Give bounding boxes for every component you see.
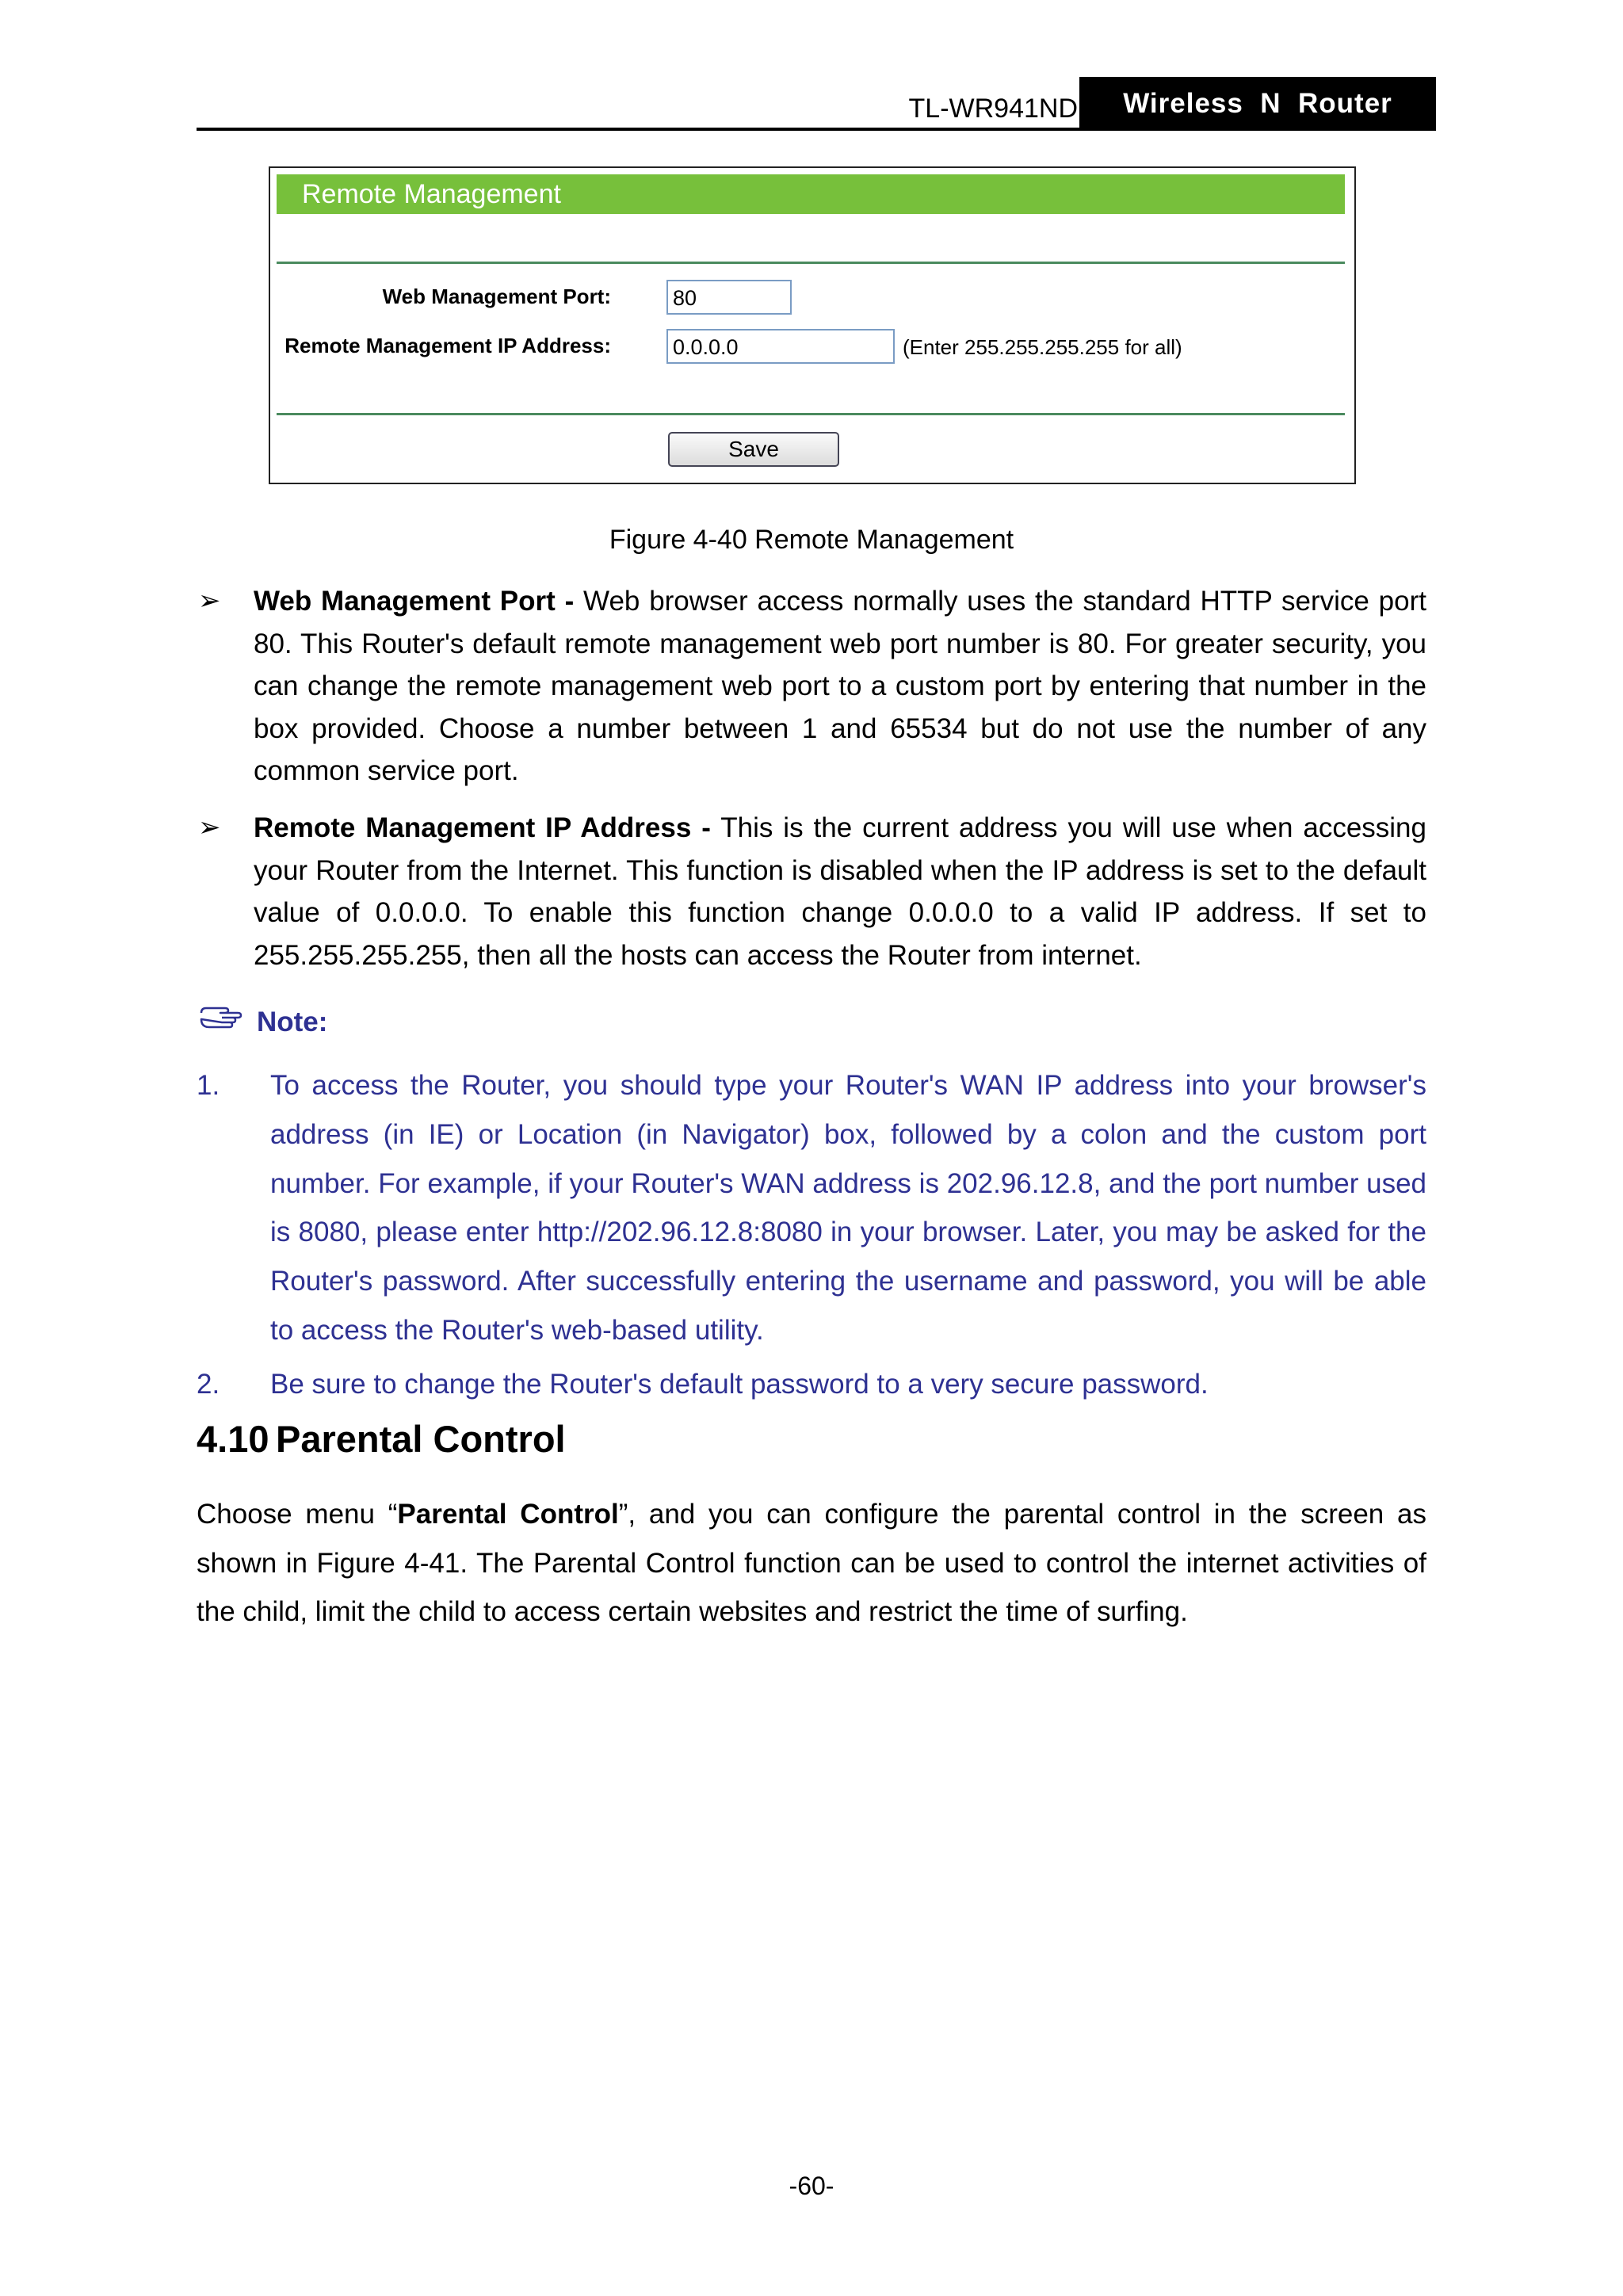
remote-ip-description [254, 807, 1426, 976]
description-text: This is the current address you will use when accessing your Router from the Internet. This function is disabled when the IP address is set to the default value of 0.0.0.0. To enable this function change 0.0.0.0 to a valid IP address. If set to 255.255.255.255, then all the hosts can access the Router from internet. [254, 812, 1426, 971]
web-management-port-label: Web Management Port: [382, 285, 611, 308]
web-management-port-description [254, 580, 1426, 793]
bullet-icon: ➢ [198, 586, 221, 616]
figure-top-divider [277, 262, 1345, 264]
header-model: TL-WR941ND [908, 94, 1078, 124]
header-badge: Wireless N Router [1079, 77, 1436, 131]
term: Web Management Port - [254, 586, 575, 617]
description-text: Web browser access normally uses the standard HTTP service port 80. This Router's default remote management web port number is 80. For greater security, you can change the remote management web port to a custom port by entering that number in the box provided. Choose a number between 1 and 65534 but do not use the number of any common service port. [254, 586, 1426, 787]
intro-text-start: Choose menu “ [197, 1499, 398, 1530]
section-title: Parental Control [276, 1418, 566, 1460]
figure-bottom-divider [277, 413, 1345, 415]
note-item: To access the Router, you should type your Router's WAN IP address into your browser's address (in IE) or Location (in Navigator) box, followed by a colon and the custom port number. For example, if your Router's WAN address is 202.96.12.8, and the port number used is 8080, please enter http://202.96.12.8:8080 in your browser. Later, you may be asked for the Router's password. After successfully entering the username and password, you will be able to access the Router's web-based utility. [270, 1070, 1426, 1346]
pointing-hand-icon [198, 1002, 244, 1029]
section-number: 4.10 [197, 1418, 269, 1460]
header-rule [197, 128, 1436, 131]
note-number: 1. [197, 1070, 220, 1101]
remote-management-ip-input[interactable]: 0.0.0.0 [666, 329, 895, 364]
note-number: 2. [197, 1369, 220, 1400]
remote-management-ip-label: Remote Management IP Address: [285, 334, 611, 357]
note-item: Be sure to change the Router's default password to a very secure password. [270, 1369, 1209, 1400]
section-heading [197, 1417, 566, 1461]
note-label: Note: [257, 1007, 328, 1037]
page-number: -60- [789, 2172, 834, 2200]
figure-caption: Figure 4-40 Remote Management [609, 525, 1014, 555]
figure-title-bar: Remote Management [277, 174, 1345, 214]
save-button[interactable]: Save [668, 432, 839, 467]
intro-menu-name: Parental Control [397, 1499, 619, 1530]
term: Remote Management IP Address - [254, 812, 711, 843]
intro-text-end: ”, and you can configure the parental control in the screen as shown in Figure 4-41. The Parental Control function can be used to control the internet activities of the child, limit the child to access certain websites and restrict the time of surfing. [197, 1499, 1426, 1628]
section-intro [197, 1490, 1426, 1637]
bullet-icon: ➢ [198, 812, 221, 842]
web-management-port-input[interactable]: 80 [666, 280, 792, 315]
ip-hint: (Enter 255.255.255.255 for all) [903, 335, 1182, 359]
remote-management-figure [269, 166, 1356, 484]
